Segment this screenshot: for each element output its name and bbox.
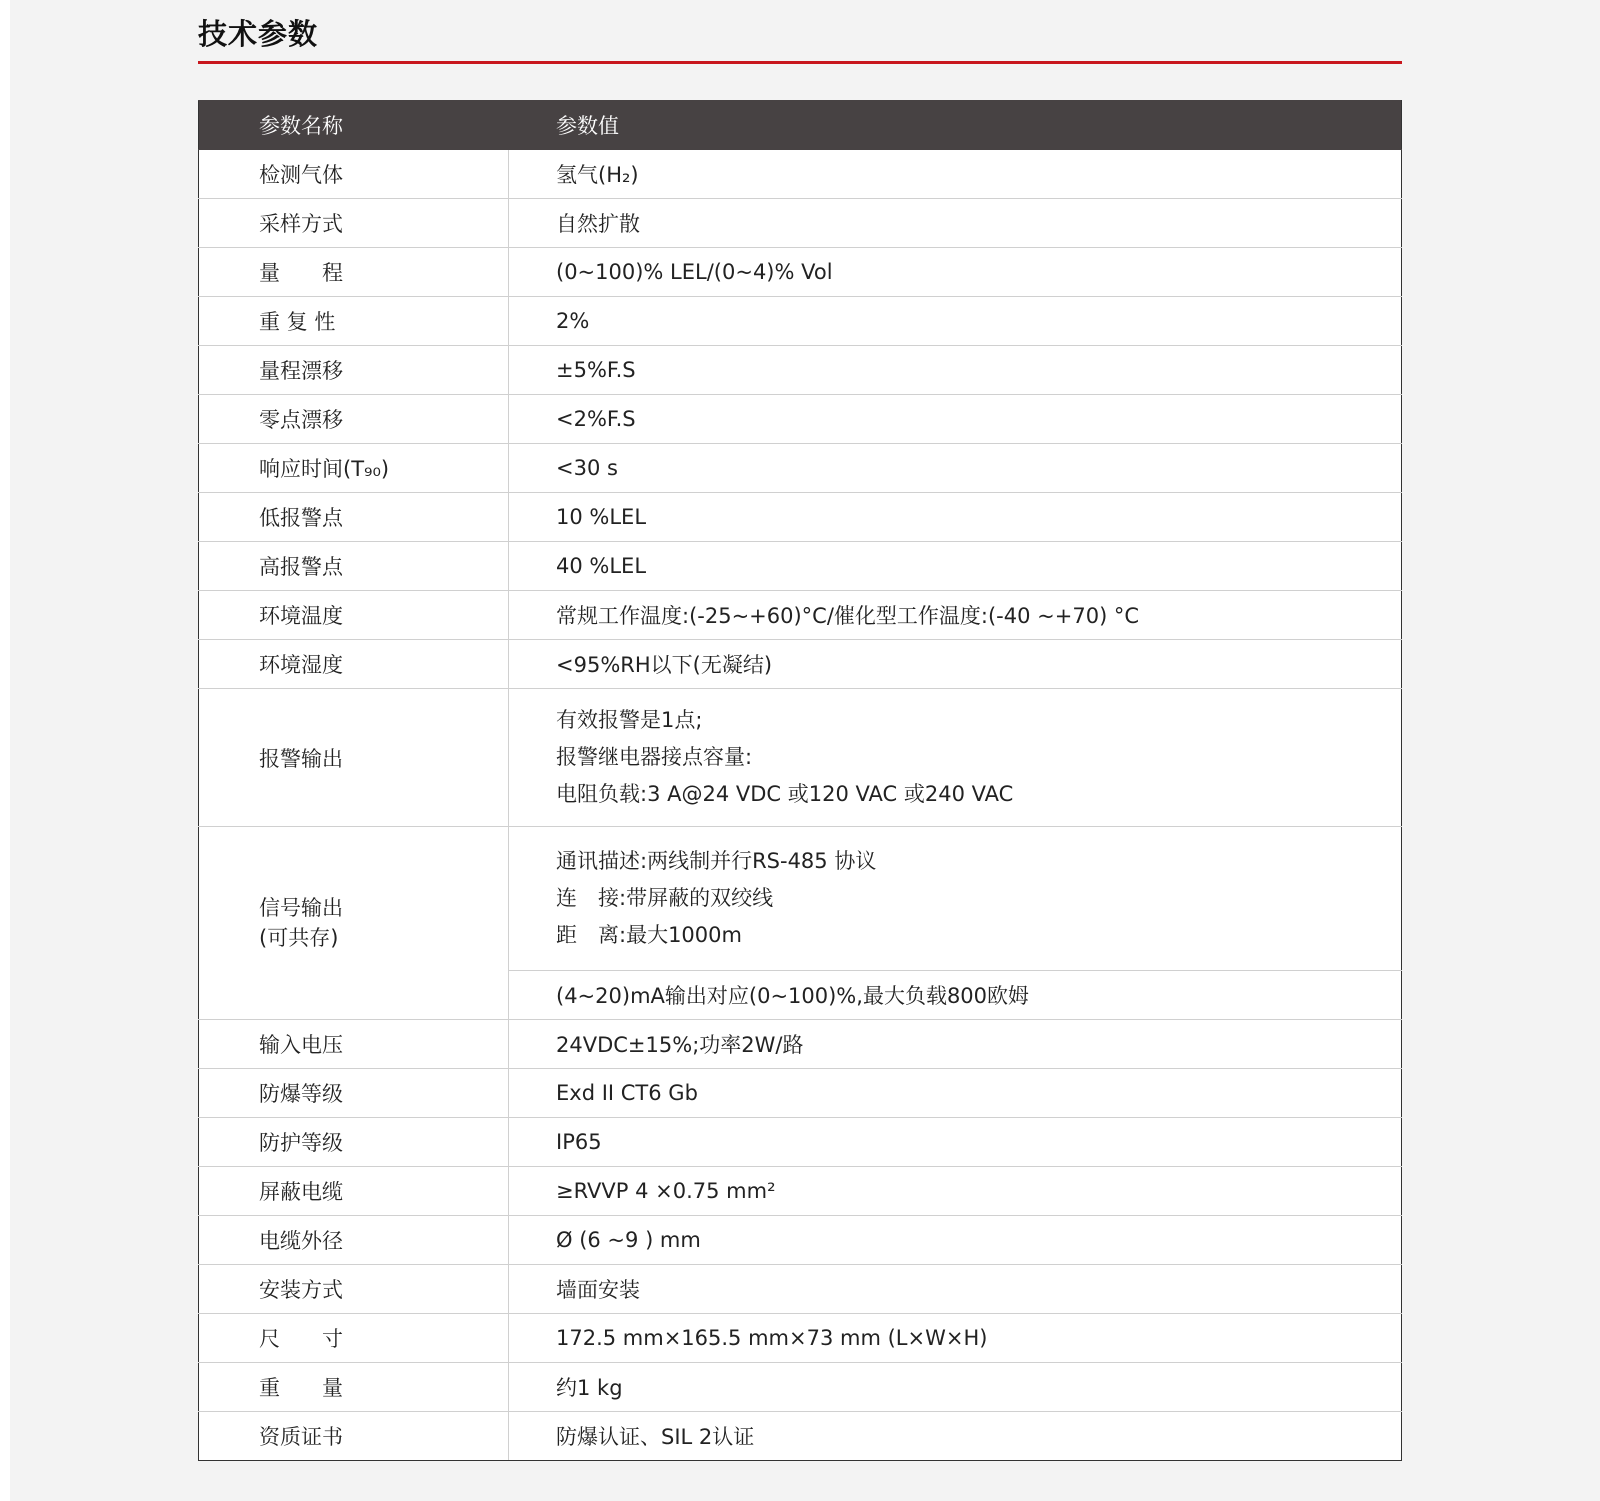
- param-value: [509, 689, 1402, 827]
- param-value: <95%RH以下(无凝结): [509, 640, 1402, 689]
- param-name: 尺 寸: [199, 1314, 509, 1363]
- param-name: 报警输出: [199, 689, 509, 827]
- table-row: [199, 542, 1402, 591]
- param-value: (4~20)mA输出对应(0~100)%,最大负载800欧姆: [509, 971, 1402, 1020]
- table-row: [199, 1412, 1402, 1461]
- header-param-value: 参数值: [509, 101, 1402, 150]
- param-value: 墙面安装: [509, 1265, 1402, 1314]
- table-header-row: [199, 101, 1402, 150]
- param-name: 安装方式: [199, 1265, 509, 1314]
- rs485-line: 连 接:带屏蔽的双绞线: [556, 886, 774, 910]
- param-value: Ø (6 ~9 ) mm: [509, 1216, 1402, 1265]
- left-edge-strip: [0, 0, 10, 1501]
- param-name: 量程漂移: [199, 346, 509, 395]
- table-row: [199, 1216, 1402, 1265]
- param-value: Exd II CT6 Gb: [509, 1069, 1402, 1118]
- param-name: 量 程: [199, 248, 509, 297]
- table-row: [199, 1167, 1402, 1216]
- table-row: [199, 1314, 1402, 1363]
- param-name: 防爆等级: [199, 1069, 509, 1118]
- param-value: 氢气(H₂): [509, 150, 1402, 199]
- table-row: [199, 395, 1402, 444]
- table-row: [199, 493, 1402, 542]
- param-value: 2%: [509, 297, 1402, 346]
- param-name: 资质证书: [199, 1412, 509, 1461]
- section-title: 技术参数: [198, 17, 319, 51]
- rs485-line: 通讯描述:两线制并行RS-485 协议: [556, 849, 877, 873]
- param-value: <2%F.S: [509, 395, 1402, 444]
- param-value: 172.5 mm×165.5 mm×73 mm (L×W×H): [509, 1314, 1402, 1363]
- table-row-alarm-output: [199, 689, 1402, 827]
- signal-name-line: 信号输出: [259, 896, 343, 920]
- param-name: 环境温度: [199, 591, 509, 640]
- alarm-line: 报警继电器接点容量:: [556, 745, 753, 769]
- param-name: 电缆外径: [199, 1216, 509, 1265]
- alarm-line: 电阻负载:3 A@24 VDC 或120 VAC 或240 VAC: [556, 782, 1014, 806]
- table-row: [199, 444, 1402, 493]
- param-name: 防护等级: [199, 1118, 509, 1167]
- param-name: [199, 827, 509, 1020]
- title-underline: [198, 61, 1402, 64]
- table-row: [199, 199, 1402, 248]
- param-name: 零点漂移: [199, 395, 509, 444]
- param-name: 环境湿度: [199, 640, 509, 689]
- rs485-line: 距 离:最大1000m: [556, 923, 742, 947]
- table-row: [199, 150, 1402, 199]
- param-name: 输入电压: [199, 1020, 509, 1069]
- param-name: 重 量: [199, 1363, 509, 1412]
- param-name: 屏蔽电缆: [199, 1167, 509, 1216]
- table-row: [199, 1118, 1402, 1167]
- param-value: 常规工作温度:(-25~+60)°C/催化型工作温度:(-40 ~+70) °C: [509, 591, 1402, 640]
- param-name: 检测气体: [199, 150, 509, 199]
- param-value: 约1 kg: [509, 1363, 1402, 1412]
- param-value: 10 %LEL: [509, 493, 1402, 542]
- table-row: [199, 591, 1402, 640]
- table-row: [199, 297, 1402, 346]
- param-value: <30 s: [509, 444, 1402, 493]
- param-name: 采样方式: [199, 199, 509, 248]
- spec-table: [198, 100, 1402, 1461]
- table-row: [199, 248, 1402, 297]
- table-row-signal-output: [199, 827, 1402, 971]
- param-name: 响应时间(T₉₀): [199, 444, 509, 493]
- table-row: [199, 1069, 1402, 1118]
- table-row: [199, 1020, 1402, 1069]
- param-name: 高报警点: [199, 542, 509, 591]
- param-value: 40 %LEL: [509, 542, 1402, 591]
- param-value: ±5%F.S: [509, 346, 1402, 395]
- param-value: [509, 827, 1402, 971]
- param-value: ≥RVVP 4 ×0.75 mm²: [509, 1167, 1402, 1216]
- header-param-name: 参数名称: [199, 101, 509, 150]
- param-value: 自然扩散: [509, 199, 1402, 248]
- param-value: IP65: [509, 1118, 1402, 1167]
- param-name: 重 复 性: [199, 297, 509, 346]
- alarm-line: 有效报警是1点;: [556, 708, 703, 732]
- table-row: [199, 1363, 1402, 1412]
- param-name: 低报警点: [199, 493, 509, 542]
- param-value: 24VDC±15%;功率2W/路: [509, 1020, 1402, 1069]
- param-value: 防爆认证、SIL 2认证: [509, 1412, 1402, 1461]
- signal-name-line: (可共存): [259, 926, 339, 950]
- param-value: (0~100)% LEL/(0~4)% Vol: [509, 248, 1402, 297]
- table-row: [199, 346, 1402, 395]
- table-row: [199, 1265, 1402, 1314]
- table-row: [199, 640, 1402, 689]
